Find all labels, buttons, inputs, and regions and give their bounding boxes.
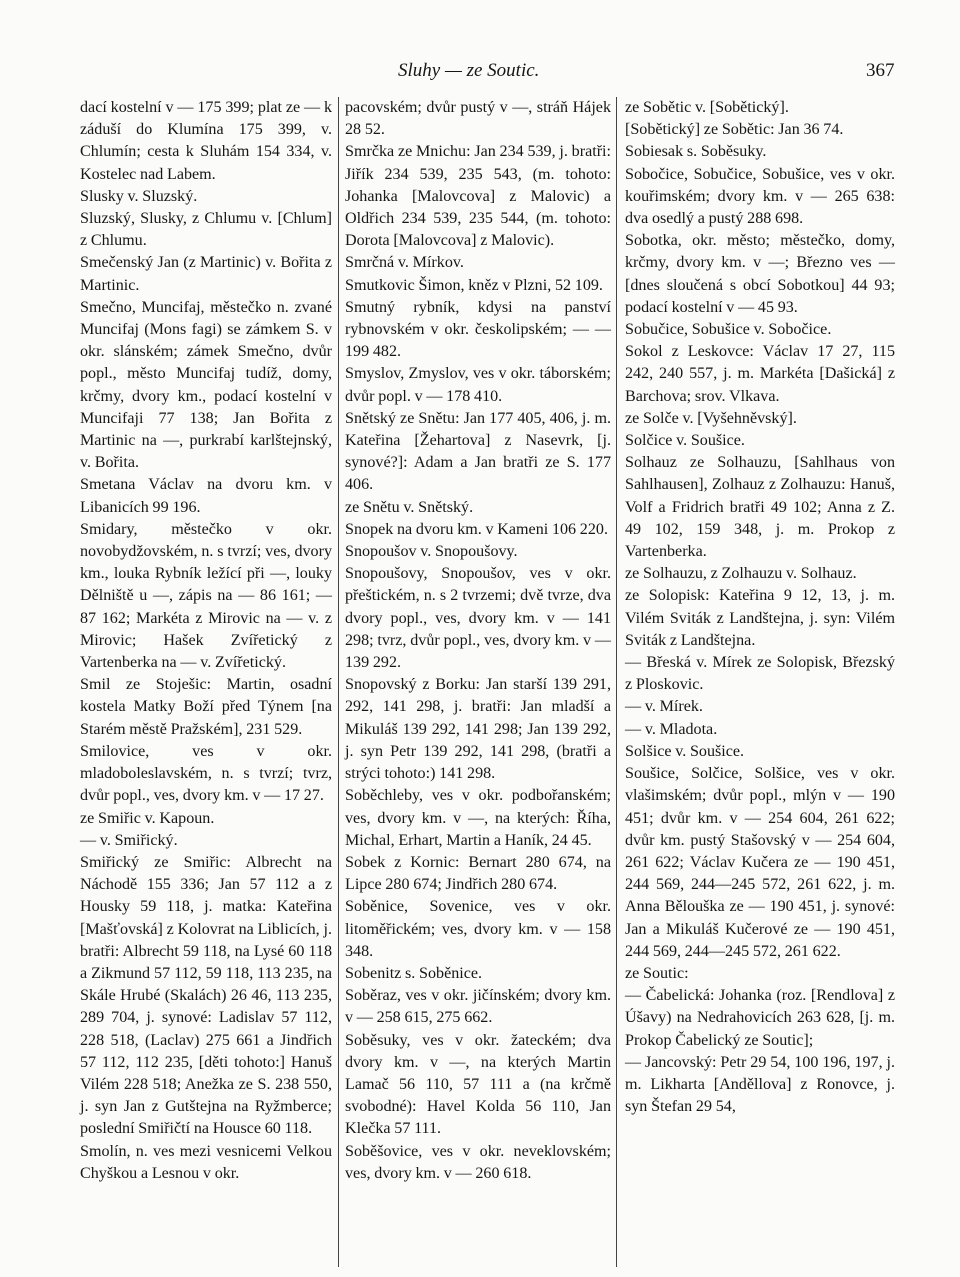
index-entry	[345, 852, 615, 896]
index-entry-text: Sobotka, okr. město; městečko, domy, krčmy, dvory km. v —; Březno ves — [dnes sloučená s obcí Sobotkou] 44 93; podací kostelní v — 45 93.	[625, 232, 899, 316]
index-entry	[625, 985, 899, 1052]
index-entry-text: Smečno, Muncifaj, městečko n. zvané Muncifaj (Mons fagi) se zámkem S. v okr. slánském; zámek Smečno, dvůr popl., město Muncifaj tudíž, domy, krčmy, dvory km., podací kostelní v Muncifaji 77 138; Jan Bořita z Martinic na —, purkrabí karlštejnský, v. Bořita.	[80, 298, 336, 472]
index-entry-text: — v. Mladota.	[625, 720, 718, 738]
index-entry	[80, 252, 336, 296]
index-entry-text: Soběnice, Sovenice, ves v okr. litoměřickém; ves, dvory km. v — 158 348.	[345, 898, 615, 960]
index-entry-text: Smolín, n. ves mezi vesnicemi Velkou Chyškou a Lesnou v okr.	[80, 1142, 336, 1182]
index-entry-text: Sobek z Kornic: Bernart 280 674, na Lipce 280 674; Jindřich 280 674.	[345, 853, 615, 894]
index-entry-text: Smrčná v. Mírkov.	[345, 254, 464, 272]
index-entry	[80, 186, 332, 208]
index-entry-text: ze Solče v. [Vyšehněvský].	[625, 409, 797, 427]
index-entry	[345, 563, 615, 674]
index-entry	[345, 408, 615, 497]
index-entry	[345, 963, 611, 985]
index-entry-text: Solšice v. Soušice.	[625, 742, 745, 760]
index-entry-text: ze Sobětic v. [Sobětický].	[625, 99, 789, 116]
index-entry	[345, 297, 615, 364]
index-entry	[625, 230, 899, 319]
index-entry-text: Slusky v. Sluzský.	[80, 187, 198, 205]
index-entry-text: Soběchleby, ves v okr. podbořanském; ves, dvory km. v —, na kterých: Říha, Michal, Erhart, Martin a Haník, 24 45.	[345, 787, 615, 849]
index-entry-text: Sluzský, Slusky, z Chlumu v. [Chlum] z Chlumu.	[80, 210, 336, 250]
column-2	[345, 97, 615, 1269]
index-entry	[625, 963, 895, 985]
index-entry-text: — Čabelická: Johanka (roz. [Rendlova] z Úšavy) na Nedrahovicích 263 628, [j. m. Prokop Čabelický ze Soutic];	[625, 987, 899, 1049]
index-entry-text: Soběšovice, ves v okr. neveklovském; ves, dvory km. v — 260 618.	[345, 1142, 615, 1182]
column-divider-1	[338, 97, 339, 1267]
index-entry	[625, 763, 899, 963]
index-entry-text: Sobiesak s. Soběsuky.	[625, 143, 767, 161]
index-entry	[625, 719, 895, 741]
index-entry-text: Soběsuky, ves v okr. žateckém; dva dvory km. v —, na kterých Martin Lamač 56 110, 57 111 a (na krčmě svobodné): Havel Kolda 56 110, Jan Klečka 57 111.	[345, 1031, 615, 1138]
index-entry	[80, 208, 336, 252]
index-entry-text: pacovském; dvůr pustý v —, stráň Hájek 28 52.	[345, 99, 615, 139]
index-entry	[625, 430, 895, 452]
index-entry-text: — Břeská v. Mírek ze Solopisk, Březský z Ploskovic.	[625, 654, 899, 694]
index-entry	[345, 674, 615, 785]
index-entry-text: Snopovský z Borku: Jan starší 139 291, 292, 141 298, j. bratři: Jan mladší a Mikuláš 139 292, 141 298; Jan 139 292, j. syn Petr 139 292, 141 298, (bratři a strýci tohoto:) 141 298.	[345, 676, 615, 783]
index-entry	[80, 741, 336, 808]
index-entry-text: Smyslov, Zmyslov, ves v okr. táborském; dvůr popl. v — 178 410.	[345, 365, 615, 405]
index-entry	[625, 97, 895, 119]
index-entry-text: Smutný rybník, kdysi na panství rybnovském v okr. českolipském; — — 199 482.	[345, 298, 615, 361]
index-entry-text: — Jancovský: Petr 29 54, 100 196, 197, j. m. Likharta [Anděllova] z Ronovce, j. syn Štefan 29 54,	[625, 1053, 899, 1116]
index-entry-text: — v. Mírek.	[625, 698, 703, 716]
index-entry-text: Snětský ze Snětu: Jan 177 405, 406, j. m. Kateřina [Žehartova] z Nasevrk, [j. synové?]: Adam a Jan bratři ze S. 177 406.	[345, 409, 615, 494]
index-entry	[80, 474, 336, 518]
index-entry	[625, 696, 895, 718]
column-divider-2	[616, 97, 617, 1267]
index-entry-text: Snopek na dvoru km. v Kameni 106 220.	[345, 520, 608, 538]
index-entry-text: Smutkovic Šimon, kněz v Plzni, 52 109.	[345, 276, 603, 294]
index-entry	[80, 674, 336, 741]
index-entry	[625, 652, 899, 696]
index-entry-text: dací kostelní v — 175 399; plat ze — k záduší do Klumína 175 399, v. Chlumín; cesta k Sluhám 154 334, v. Kostelec nad Labem.	[80, 99, 336, 183]
index-entry-text: Soušice, Solčice, Solšice, ves v okr. vlašimském; dvůr popl., mlýn v — 190 451; dvůr km. v — 254 604, 261 622; dvůr km. pustý Stašovský v — 254 604, 261 622; Václav Kučera ze — 190 451, 244 569, 244—245 572, 261 622, j. m. Anna Bělouška ze — 190 451, j. synové: Jan a Mikuláš Kučerové ze — 190 451, 244 569, 244—245 572, 261 622.	[625, 765, 899, 960]
index-entry	[345, 785, 615, 852]
index-entry	[345, 519, 611, 541]
index-entry-text: Sobučice, Sobušice v. Sobočice.	[625, 321, 832, 339]
index-entry-text: Sobenitz s. Soběnice.	[345, 964, 483, 982]
index-entry-text: Sobočice, Sobučice, Sobušice, ves v okr. kouřimském; dvory km. v — 265 638: dva osedlý a pustý 288 698.	[625, 165, 899, 228]
index-entry	[345, 896, 615, 963]
index-entry	[80, 1141, 336, 1185]
index-entry	[625, 741, 895, 763]
index-entry	[345, 541, 611, 563]
index-entry-text: ze Soutic:	[625, 964, 689, 982]
running-title: Sluhy — ze Soutic.	[398, 60, 540, 81]
index-entry-text: ze Smiřic v. Kapoun.	[80, 809, 215, 827]
index-entry	[625, 164, 899, 231]
page-number: 367	[866, 60, 895, 81]
running-head	[0, 60, 960, 90]
index-entry	[625, 119, 895, 141]
index-entry	[345, 985, 615, 1029]
index-entry-text: — v. Smiřický.	[80, 831, 178, 849]
index-entry	[80, 830, 332, 852]
index-entry	[345, 275, 611, 297]
index-entry	[345, 1141, 615, 1185]
index-entry	[345, 363, 615, 407]
index-entry-text: Smetana Václav na dvoru km. v Libanicích 99 196.	[80, 476, 336, 516]
index-entry	[625, 452, 899, 563]
index-entry	[625, 585, 899, 652]
index-entry-text: Smečenský Jan (z Martinic) v. Bořita z Martinic.	[80, 254, 336, 294]
index-entry	[345, 1030, 615, 1141]
index-entry	[345, 497, 611, 519]
index-entry-text: Sokol z Leskovce: Václav 17 27, 115 242, 240 557, j. m. Markéta [Dašická] z Barchova; srov. Vlkava.	[625, 343, 899, 405]
index-entry-text: Smil ze Stoješic: Martin, osadní kostela Matky Boží před Týnem [na Starém městě Pražském], 231 529.	[80, 676, 336, 738]
index-entry	[80, 97, 336, 186]
index-entry-text: Smilovice, ves v okr. mladoboleslavském, n. s tvrzí; tvrz, dvůr popl., ves, dvory km. v — 17 27.	[80, 742, 336, 805]
index-entry	[345, 252, 611, 274]
index-entry	[80, 852, 336, 1141]
column-3	[625, 97, 899, 1269]
index-entry-text: [Sobětický] ze Sobětic: Jan 36 74.	[625, 121, 844, 139]
index-entry	[80, 519, 336, 674]
index-entry	[625, 1052, 899, 1119]
index-entry	[345, 97, 615, 141]
index-entry-text: ze Solopisk: Kateřina 9 12, 13, j. m. Vilém Sviták z Landštejna, j. syn: Vilém Sviták z Landštejna.	[625, 587, 899, 649]
index-entry-text: ze Snětu v. Snětský.	[345, 498, 474, 516]
index-entry-text: Smidary, městečko v okr. novobydžovském, n. s tvrzí; ves, dvory km., louka Rybník ležící při —, louky Dělniště u —, zápis na — 86 161; — 87 162; Markéta z Mirovic na — v. z Mirovic; Hašek Zvířetický z Vartenberka na — v. Zvířetický.	[80, 520, 336, 672]
index-entry-text: ze Solhauzu, z Zolhauzu v. Solhauz.	[625, 565, 857, 583]
index-entry	[625, 408, 895, 430]
index-entry-text: Smiřický ze Smiřic: Albrecht na Náchodě 155 336; Jan 57 112 a z Housky 59 118, j. matka: Kateřina [Mašťovská] z Kolovrat na Liblicích, j. bratři: Albrecht 59 118, na Lysé 60 118 a Zikmund 57 112, 59 118, 113 235, na Skále Hrubé (Skalách) 26 46, 113 235, 289 704, j. synové: Ladislav 57 112, 228 518, (Laclav) 275 661 a Jindřich 57 112, 112 235, [děti tohoto:] Hanuš Vilém 228 518; Anežka ze S. 238 550, j. syn Jan z Gutštejna na Ryžmberce; poslední Smiřičtí na Housce 60 118.	[80, 853, 336, 1138]
index-entry-text: Solhauz ze Solhauzu, [Sahlhaus von Sahlhausen], Zolhauz z Zolhauzu: Hanuš, Volf a Fridrich bratři 49 102; Anna z Z. 49 102, 159 348, j. m. Prokop z Vartenberka.	[625, 454, 899, 561]
index-entry-text: Snopoušov v. Snopoušovy.	[345, 543, 518, 561]
index-entry-text: Soběraz, ves v okr. jičínském; dvory km. v — 258 615, 275 662.	[345, 987, 615, 1027]
index-entry	[345, 141, 615, 252]
index-entry-text: Snopoušovy, Snopoušov, ves v okr. přeštickém, n. s 2 tvrzemi; dvě tvrze, dva dvory popl., ves, dvory km. v — 141 298; tvrz, dvůr popl., ves, dvory km. v — 139 292.	[345, 565, 615, 672]
index-entry	[625, 563, 895, 585]
index-entry-text: Solčice v. Soušice.	[625, 432, 745, 450]
index-entry	[80, 808, 332, 830]
column-1	[80, 97, 336, 1269]
index-entry	[625, 141, 895, 163]
index-entry	[625, 319, 895, 341]
index-entry	[625, 341, 899, 408]
index-entry	[80, 297, 336, 475]
index-entry-text: Smrčka ze Mnichu: Jan 234 539, j. bratři: Jiřík 234 539, 235 543, (m. tohoto: Johanka [Malovcova] z Malovic) a Oldřich 234 539, 235 544, (m. tohoto: Dorota [Malovcova] z Malovic).	[345, 143, 615, 250]
